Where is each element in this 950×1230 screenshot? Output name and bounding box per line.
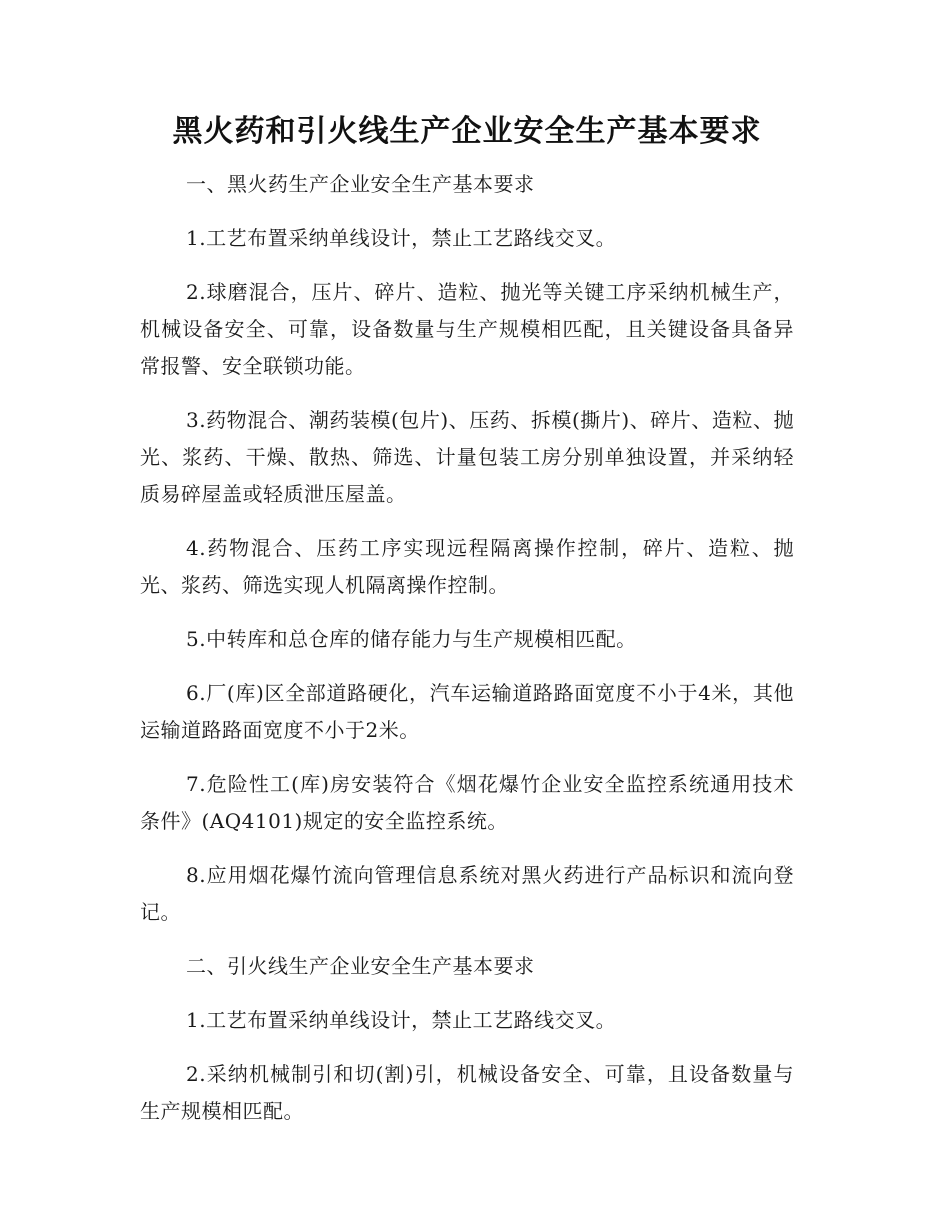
section-heading-1: 一、黑火药生产企业安全生产基本要求 xyxy=(186,172,535,196)
paragraph-2-2: 2.采纳机械制引和切(割)引，机械设备安全、可靠，且设备数量与生产规模相匹配。 xyxy=(140,1062,794,1123)
paragraph-1-2: 2.球磨混合，压片、碎片、造粒、抛光等关键工序采纳机械生产，机械设备安全、可靠，设备数量与生产规模相匹配，且关键设备具备异常报警、安全联锁功能。 xyxy=(140,280,794,378)
document-title: 黑火药和引火线生产企业安全生产基本要求 xyxy=(172,114,762,149)
paragraph-1-5: 5.中转库和总仓库的储存能力与生产规模相匹配。 xyxy=(186,627,637,651)
section-heading-2: 二、引火线生产企业安全生产基本要求 xyxy=(186,954,535,978)
paragraph-1-3: 3.药物混合、潮药装模(包片)、压药、拆模(撕片)、碎片、造粒、抛光、浆药、干燥、散热、筛选、计量包装工房分别单独设置，并采纳轻质易碎屋盖或轻质泄压屋盖。 xyxy=(140,408,794,506)
paragraph-1-7: 7.危险性工(库)房安装符合《烟花爆竹企业安全监控系统通用技术条件》(AQ4101)规定的安全监控系统。 xyxy=(140,772,794,833)
paragraph-1-6: 6.厂(库)区全部道路硬化，汽车运输道路路面宽度不小于4米，其他运输道路路面宽度不小于2米。 xyxy=(140,681,794,742)
document-page xyxy=(140,108,794,1147)
paragraph-1-4: 4.药物混合、压药工序实现远程隔离操作控制，碎片、造粒、抛光、浆药、筛选实现人机隔离操作控制。 xyxy=(140,536,794,597)
paragraph-1-8: 8.应用烟花爆竹流向管理信息系统对黑火药进行产品标识和流向登记。 xyxy=(140,863,794,924)
paragraph-2-1: 1.工艺布置采纳单线设计，禁止工艺路线交叉。 xyxy=(186,1008,617,1032)
paragraph-1-1: 1.工艺布置采纳单线设计，禁止工艺路线交叉。 xyxy=(186,226,617,250)
